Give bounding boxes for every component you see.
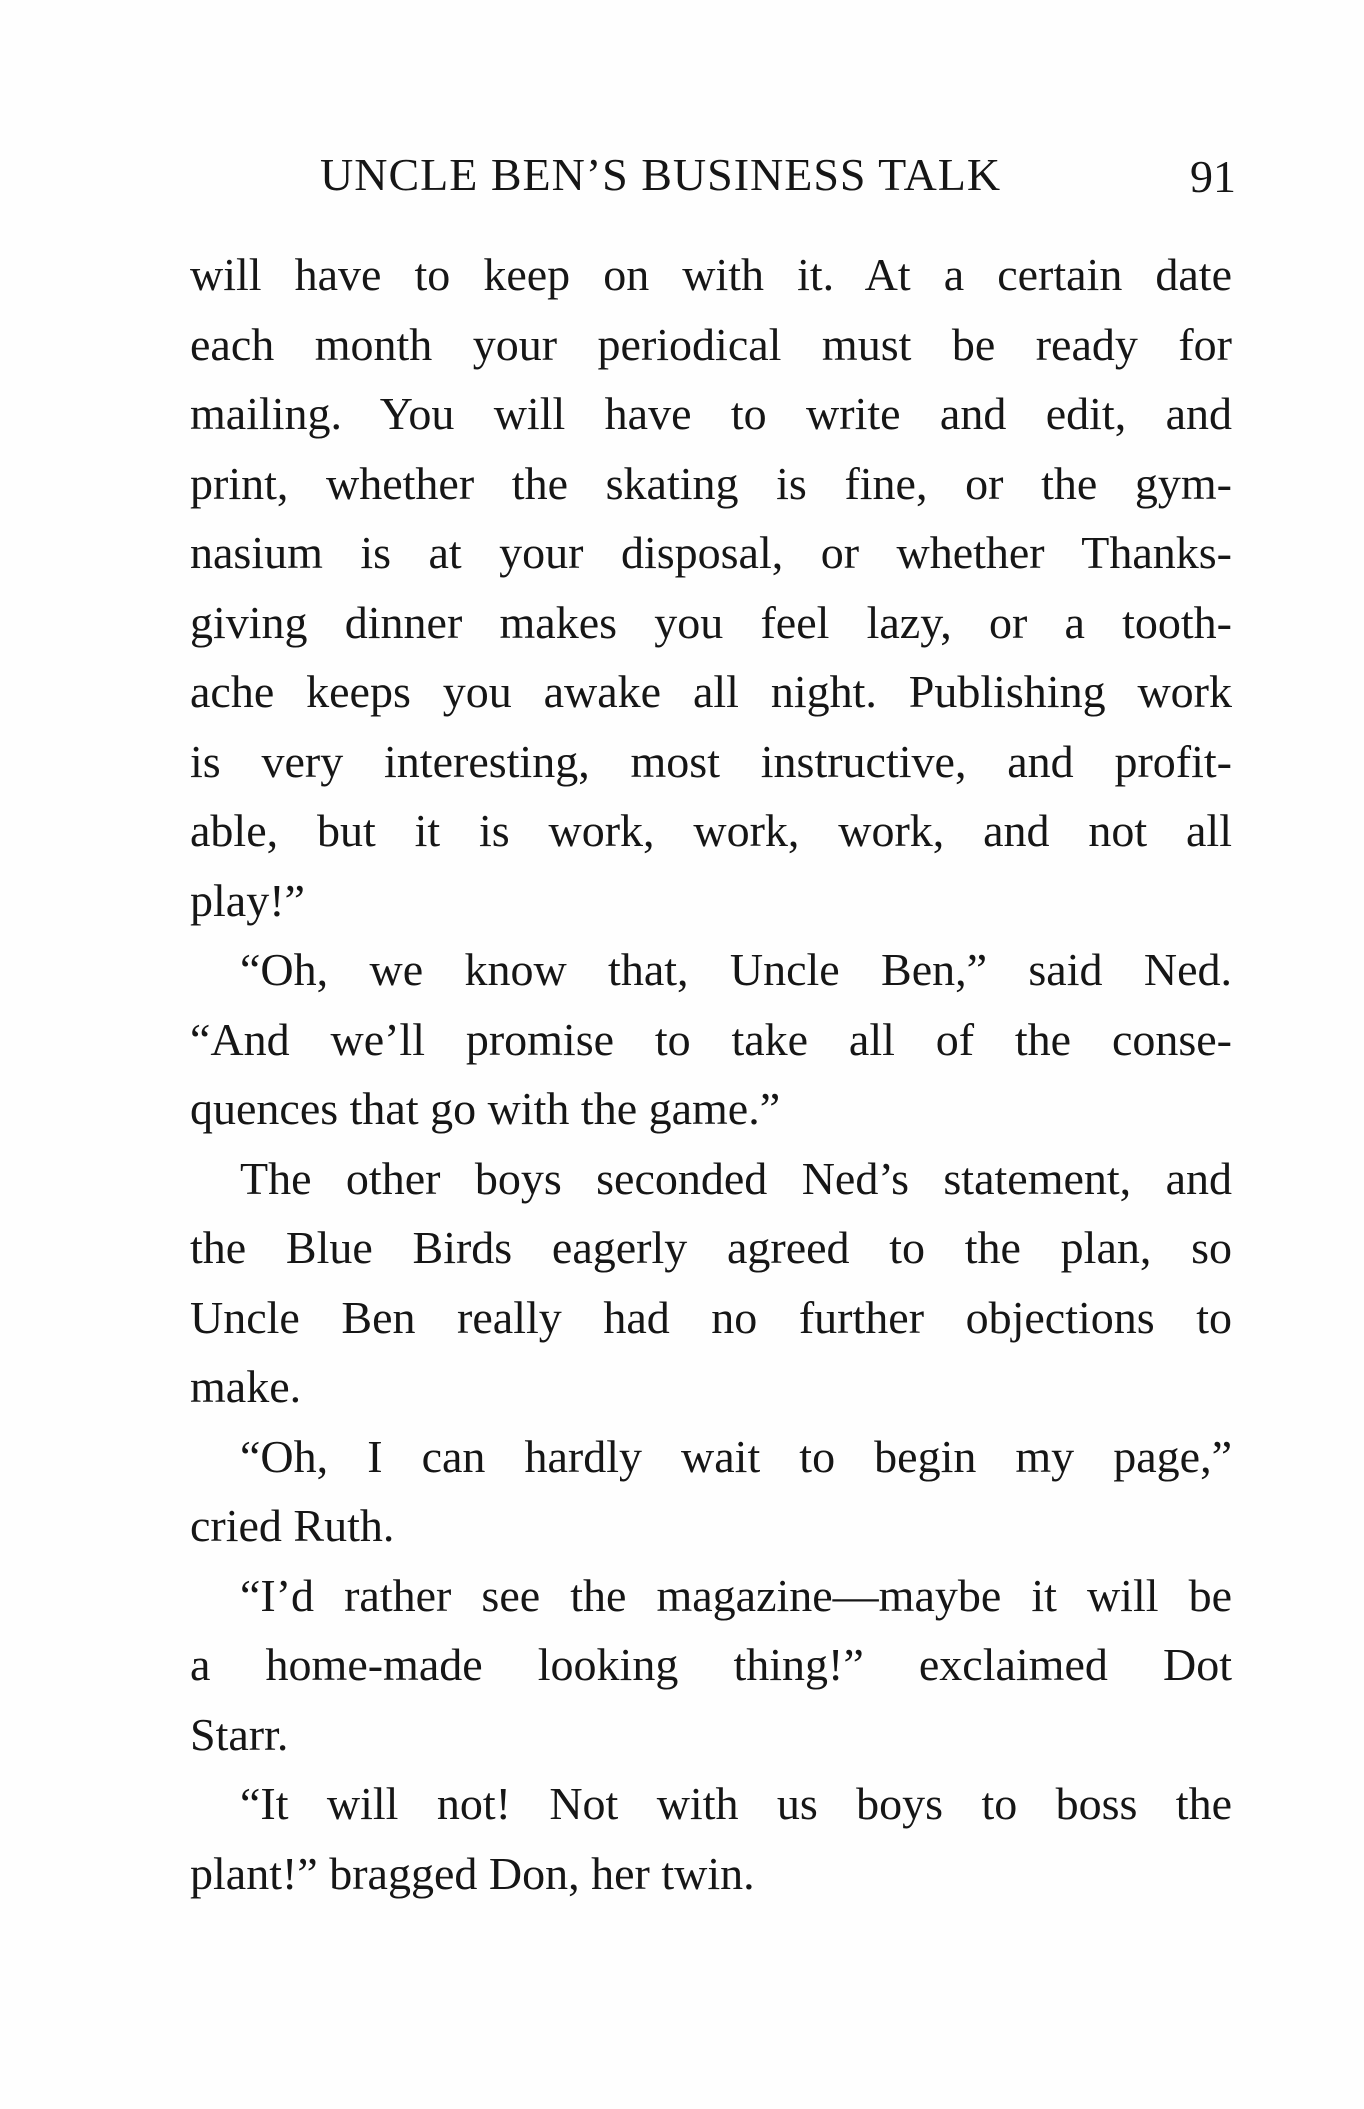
text-line: “Oh, we know that, Uncle Ben,” said Ned. xyxy=(240,944,1232,995)
text-line: “I’d rather see the magazine—maybe it will be xyxy=(240,1569,1232,1621)
text-line: Uncle Ben really had no further objections to xyxy=(190,1291,1232,1343)
page-header xyxy=(320,148,1236,208)
text-line: the Blue Birds eagerly agreed to the plan, so xyxy=(190,1222,1232,1273)
text-line: “Oh, I can hardly wait to begin my page,” xyxy=(240,1430,1232,1482)
text-line: giving dinner makes you feel lazy, or a tooth- xyxy=(190,596,1232,648)
text-line: nasium is at your disposal, or whether Thanks- xyxy=(190,527,1232,578)
text-line: a home-made looking thing!” exclaimed Dot xyxy=(190,1639,1232,1690)
text-line: will have to keep on with it. At a certain date xyxy=(190,249,1232,300)
text-line: “And we’ll promise to take all of the conse- xyxy=(190,1013,1232,1065)
text-line: is very interesting, most instructive, and profit- xyxy=(190,735,1232,787)
text-line: “It will not! Not with us boys to boss the xyxy=(240,1778,1232,1829)
text-line: make. xyxy=(190,1361,302,1412)
text-line: print, whether the skating is fine, or the gym- xyxy=(190,457,1232,509)
text-line: ache keeps you awake all night. Publishing work xyxy=(190,666,1232,717)
text-line: plant!” bragged Don, her twin. xyxy=(190,1847,755,1899)
running-title: UNCLE BEN’S BUSINESS TALK xyxy=(320,149,1002,200)
text-line: Starr. xyxy=(190,1708,289,1760)
text-line: able, but it is work, work, work, and not all xyxy=(190,805,1232,856)
body-text xyxy=(190,240,1232,1908)
text-line: play!” xyxy=(190,874,305,926)
text-line: quences that go with the game.” xyxy=(190,1083,781,1134)
text-line: cried Ruth. xyxy=(190,1500,395,1551)
text-line: The other boys seconded Ned’s statement, and xyxy=(240,1152,1232,1204)
text-line: each month your periodical must be ready for xyxy=(190,318,1232,370)
text-line: mailing. You will have to write and edit, and xyxy=(190,388,1232,439)
page-number: 91 xyxy=(1190,151,1236,202)
